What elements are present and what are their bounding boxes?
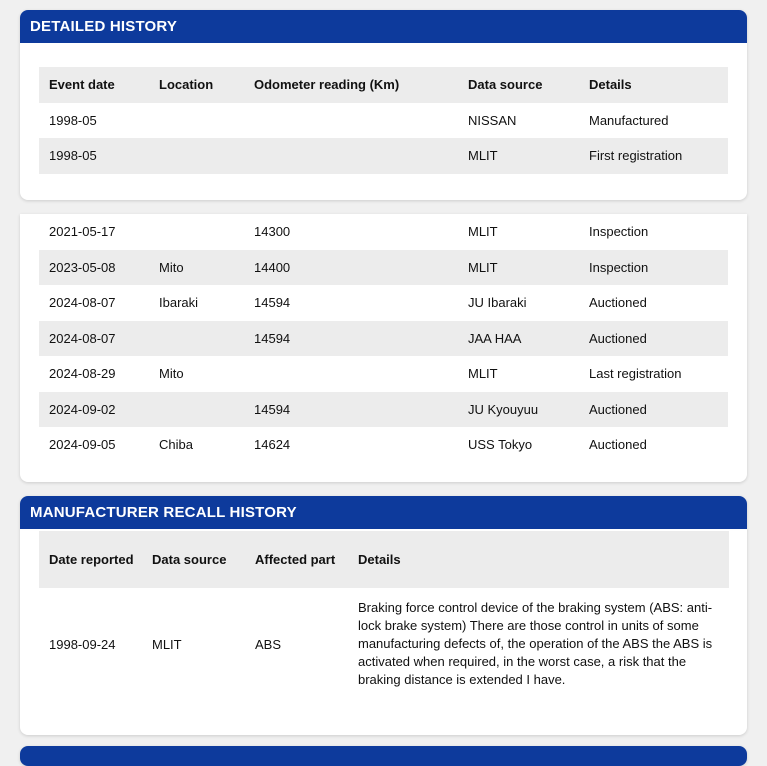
cell-odometer: 14300 xyxy=(254,224,291,240)
cell-odometer: 14624 xyxy=(254,437,291,453)
cell-details: Braking force control device of the braking system (ABS: anti-lock brake system) There are those control in units of some manufacturing defects of, the operation of the ABS the ABS is activated when required, in the worst case, a risk that the braking distance is extended I have. xyxy=(358,600,713,687)
cell-details: Inspection xyxy=(589,224,649,240)
cell-date: 2024-08-29 xyxy=(49,366,116,382)
cell-date: 2024-09-02 xyxy=(49,401,116,417)
cell-source: MLIT xyxy=(468,224,498,240)
col-details: Details xyxy=(358,552,401,567)
cell-details: Auctioned xyxy=(589,401,647,417)
cell-location xyxy=(149,392,244,428)
cell-date: 2024-08-07 xyxy=(49,295,116,311)
cell-details: Last registration xyxy=(589,366,682,382)
cell-details: Manufactured xyxy=(589,112,669,128)
table-row xyxy=(39,285,728,321)
cell-odometer xyxy=(244,103,458,139)
next-section-header xyxy=(20,746,747,766)
detailed-history-table xyxy=(39,67,728,174)
recall-history-table xyxy=(39,531,729,700)
table-row xyxy=(39,138,728,174)
cell-location: Mito xyxy=(159,366,184,382)
table-row xyxy=(39,588,729,700)
cell-source: USS Tokyo xyxy=(468,437,533,453)
table-row xyxy=(39,321,728,357)
col-data-source: Data source xyxy=(468,77,543,93)
cell-source: MLIT xyxy=(468,148,498,164)
col-event-date: Event date xyxy=(49,77,115,93)
cell-source: JU Kyouyuu xyxy=(468,401,539,417)
detailed-history-card xyxy=(20,10,747,200)
cell-date: 1998-09-24 xyxy=(49,636,116,652)
table-row xyxy=(39,214,728,250)
col-affected-part: Affected part xyxy=(255,552,336,567)
cell-location xyxy=(149,103,244,139)
detailed-history-title: DETAILED HISTORY xyxy=(20,10,747,43)
cell-location xyxy=(149,214,244,250)
table-row xyxy=(39,250,728,286)
cell-odometer: 14400 xyxy=(254,259,291,275)
cell-odometer: 14594 xyxy=(254,295,291,311)
cell-location xyxy=(149,321,244,357)
table-row xyxy=(39,356,728,392)
cell-part: ABS xyxy=(255,636,282,652)
col-date-reported: Date reported xyxy=(49,551,134,567)
cell-date: 2024-08-07 xyxy=(49,330,116,346)
table-row xyxy=(39,103,728,139)
cell-source: NISSAN xyxy=(468,112,517,128)
cell-details: Inspection xyxy=(589,259,649,275)
cell-source: MLIT xyxy=(152,636,182,652)
next-section-card xyxy=(20,746,747,766)
table-row xyxy=(39,392,728,428)
cell-details: First registration xyxy=(589,148,683,164)
cell-date: 2021-05-17 xyxy=(49,224,116,240)
cell-details: Auctioned xyxy=(589,437,647,453)
cell-date: 1998-05 xyxy=(49,112,97,128)
col-data-source: Data source xyxy=(152,552,227,567)
cell-details: Auctioned xyxy=(589,295,647,311)
cell-location: Mito xyxy=(159,259,184,275)
cell-date: 2023-05-08 xyxy=(49,259,116,275)
cell-source: JU Ibaraki xyxy=(468,295,527,311)
col-odometer: Odometer reading (Km) xyxy=(254,77,400,93)
col-details: Details xyxy=(589,77,632,93)
cell-details: Auctioned xyxy=(589,330,647,346)
recall-history-card xyxy=(20,496,747,735)
cell-odometer: 14594 xyxy=(254,330,291,346)
cell-location: Ibaraki xyxy=(159,295,199,311)
cell-source: MLIT xyxy=(468,259,498,275)
cell-odometer xyxy=(244,356,458,392)
col-location: Location xyxy=(159,77,214,93)
table-header-row xyxy=(39,67,728,103)
cell-date: 2024-09-05 xyxy=(49,437,116,453)
cell-date: 1998-05 xyxy=(49,148,97,164)
cell-source: MLIT xyxy=(468,366,498,382)
cell-location: Chiba xyxy=(159,437,193,453)
cell-odometer: 14594 xyxy=(254,401,291,417)
detailed-history-continued xyxy=(20,214,747,482)
cell-odometer xyxy=(244,138,458,174)
cell-source: JAA HAA xyxy=(468,330,522,346)
table-row xyxy=(39,427,728,463)
table-header-row xyxy=(39,531,729,588)
cell-location xyxy=(149,138,244,174)
recall-history-title: MANUFACTURER RECALL HISTORY xyxy=(20,496,747,529)
detailed-history-table-continued xyxy=(39,214,728,463)
